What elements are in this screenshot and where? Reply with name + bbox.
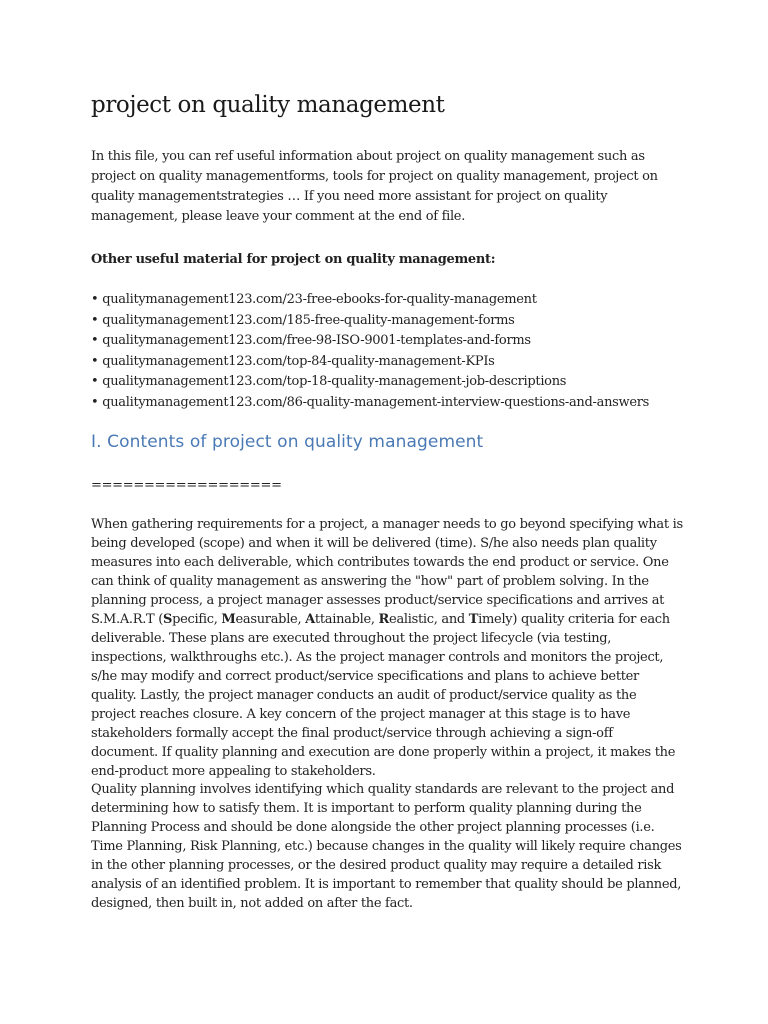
- smart-initial-a: A: [305, 612, 315, 627]
- p1-realistic: ealistic, and: [389, 612, 469, 627]
- smart-initial-r: R: [378, 612, 390, 627]
- list-item: [91, 311, 649, 332]
- smart-initial-s: S: [163, 612, 173, 627]
- section-heading: I. Contents of project on quality management: [91, 432, 484, 452]
- resource-link-list: [91, 290, 649, 413]
- resource-link[interactable]: • qualitymanagement123.com/top-18-quality-management-job-descriptions: [91, 374, 567, 389]
- resource-link[interactable]: • qualitymanagement123.com/23-free-ebooks-for-quality-management: [91, 292, 537, 307]
- p1-measurable: easurable,: [235, 612, 306, 627]
- document-title: project on quality management: [91, 92, 445, 118]
- resource-link[interactable]: • qualitymanagement123.com/top-84-quality-management-KPIs: [91, 353, 495, 369]
- text-divider: ==================: [91, 478, 282, 493]
- p1-text-start: When gathering requirements for a project, a manager needs to go beyond specifying what is being developed (scope) and when it will be delivered (time). S/he also needs plan quality measures into each deliverable, which contributes towards the end product or service. One can think of quality management as answering the "how" part of problem solving. In the planning process, a project manager assesses product/service specifications and arrives at S.M.A.R.T (: [91, 517, 683, 627]
- body-paragraph-1: [91, 515, 683, 781]
- intro-paragraph: In this file, you can ref useful information about project on quality management such as project on quality managementforms, tools for project on quality management, project on quality managementstrategies … If you need more assistant for project on quality management, please leave your comment at the end of file.: [91, 149, 658, 224]
- resource-link[interactable]: • qualitymanagement123.com/86-quality-management-interview-questions-and-answers: [91, 394, 650, 410]
- body-paragraph-2: Quality planning involves identifying which quality standards are relevant to the project and determining how to satisfy them. It is important to perform quality planning during the Planning Process and should be done alongside the other project planning processes (i.e. Time Planning, Risk Planning, etc.) because changes in the quality will likely require changes in the other planning processes, or the desired product quality may require a detailed risk analysis of an identified problem. It is important to remember that quality should be planned, designed, then built in, not added on after the fact.: [91, 782, 682, 911]
- resource-link[interactable]: • qualitymanagement123.com/185-free-quality-management-forms: [91, 312, 515, 328]
- list-item: [91, 372, 649, 393]
- material-heading: Other useful material for project on quality management:: [91, 252, 496, 267]
- list-item: [91, 352, 649, 373]
- p1-specific: pecific,: [172, 612, 222, 627]
- list-item: [91, 393, 649, 414]
- p1-text-end: imely) quality criteria for each deliverable. These plans are executed throughout the project lifecycle (via testing, inspections, walkthroughs etc.). As the project manager controls and monitors the project, s/he may modify and correct product/service specifications and plans to achieve better quality. Lastly, the project manager conducts an audit of product/service quality as the project reaches closure. A key concern of the project manager at this stage is to have stakeholders formally accept the final product/service through achieving a sign-off document. If quality planning and execution are done properly within a project, it makes the end-product more appealing to stakeholders.: [91, 612, 676, 779]
- resource-link[interactable]: • qualitymanagement123.com/free-98-ISO-9001-templates-and-forms: [91, 333, 531, 348]
- list-item: [91, 290, 649, 311]
- smart-initial-t: T: [468, 612, 479, 627]
- list-item: [91, 331, 649, 352]
- smart-initial-m: M: [221, 612, 236, 627]
- p1-attainable: ttainable,: [314, 612, 379, 627]
